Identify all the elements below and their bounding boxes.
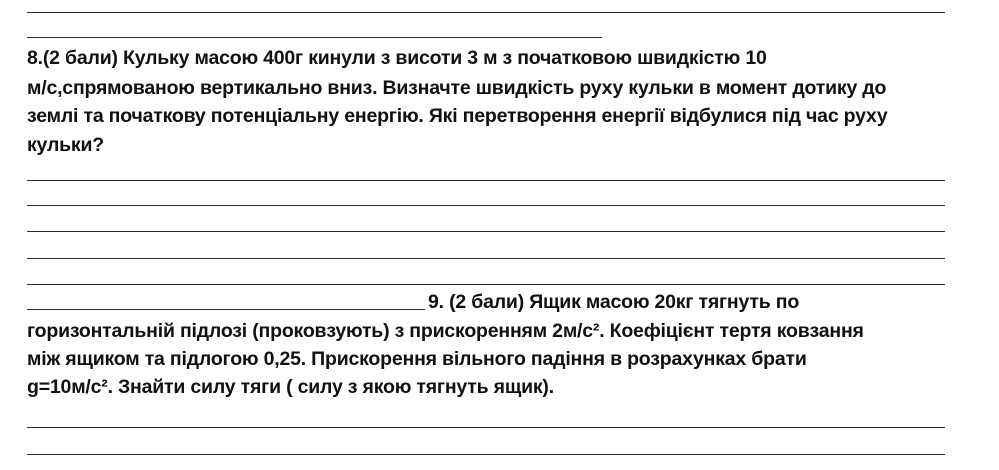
answer-line [27, 427, 945, 428]
answer-line [27, 284, 945, 285]
answer-line [27, 37, 602, 38]
answer-line [27, 12, 945, 13]
task9-line-4: g=10м/с². Знайти силу тяги ( силу з якою тягнуть ящик). [27, 376, 554, 398]
answer-line [27, 454, 945, 455]
answer-line [27, 258, 945, 259]
task8-line-1: 8.(2 бали) Кульку масою 400г кинули з висоти 3 м з початковою швидкістю 10 [27, 47, 767, 69]
task8-line-2: м/с,спрямованою вертикально вниз. Визначте швидкість руху кульки в момент дотику до [27, 77, 887, 99]
answer-line [27, 180, 945, 181]
task9-line-2: горизонтальній підлозі (проковзують) з прискоренням 2м/с². Коефіцієнт тертя ковзання [27, 320, 864, 342]
answer-line [27, 309, 425, 310]
task9-line-1: 9. (2 бали) Ящик масою 20кг тягнуть по [428, 291, 800, 313]
task8-line-4: кульки? [27, 134, 104, 156]
answer-line [27, 231, 945, 232]
answer-line [27, 205, 945, 206]
task8-line-3: землі та початкову потенціальну енергію. Які перетворення енергії відбулися під час руху [27, 105, 888, 127]
task9-line-3: між ящиком та підлогою 0,25. Прискорення вільного падіння в розрахунках брати [27, 348, 807, 370]
